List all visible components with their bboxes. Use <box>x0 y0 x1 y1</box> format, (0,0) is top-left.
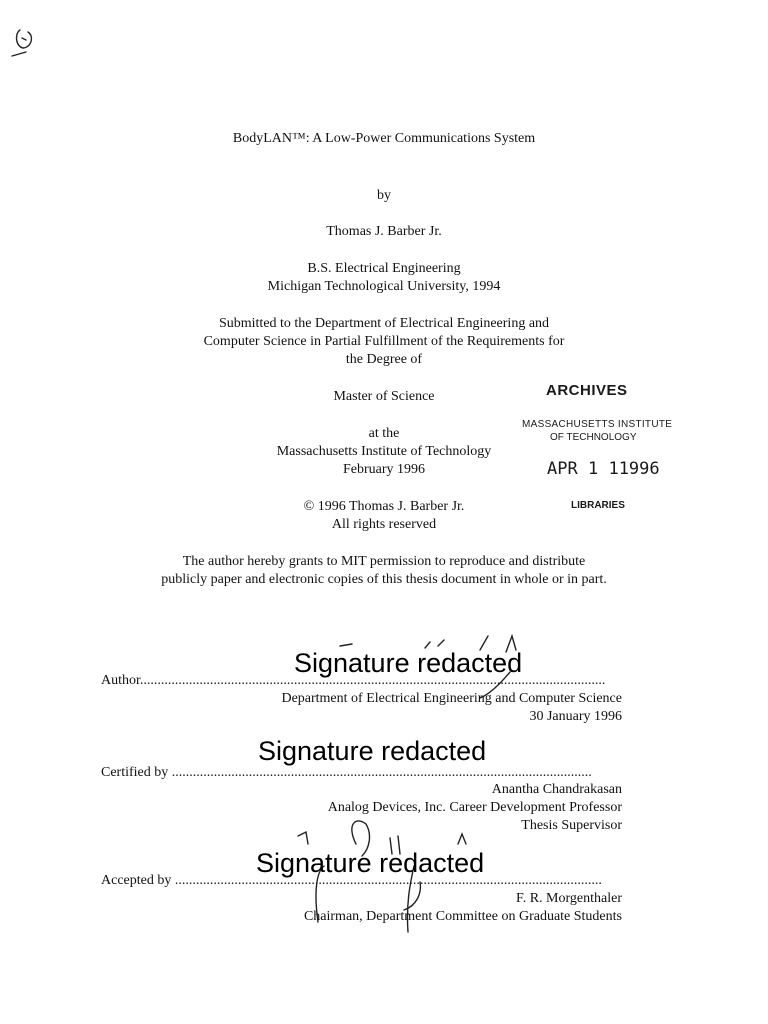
stamp-date-day: 1 1 <box>587 459 619 479</box>
dot-leader: .......................................................................................................................... <box>171 873 602 888</box>
certified-label: Certified by <box>101 765 169 780</box>
dot-leader: ..................................................................................................................................... <box>139 673 606 688</box>
corner-pencil-mark <box>8 18 48 58</box>
submission-line: the Degree of <box>345 352 423 367</box>
submission-line: Computer Science in Partial Fulfillment of the Requirements for <box>203 334 565 349</box>
certifier-title: Analog Devices, Inc. Career Development Professor <box>327 800 622 815</box>
stamp-archives: ARCHIVES <box>546 382 628 399</box>
rights-line: All rights reserved <box>331 517 437 532</box>
thesis-title: BodyLAN™: A Low-Power Communications System <box>232 131 536 146</box>
accepted-label: Accepted by <box>101 873 172 888</box>
grant-line: publicly paper and electronic copies of this thesis document in whole or in part. <box>161 572 607 587</box>
acceptor-name: F. R. Morgenthaler <box>516 891 622 906</box>
certifier-name: Anantha Chandrakasan <box>491 782 622 797</box>
copyright-line: © 1996 Thomas J. Barber Jr. <box>303 499 465 514</box>
at-the: at the <box>368 426 400 441</box>
grant-statement <box>0 553 768 589</box>
stamp-libraries: LIBRARIES <box>571 500 625 511</box>
stamp-date <box>547 459 660 479</box>
submission-statement <box>0 315 768 369</box>
author-name: Thomas J. Barber Jr. <box>326 224 442 239</box>
author-signature-line <box>101 672 621 690</box>
acceptor-details <box>200 890 622 926</box>
certifier-signature-line <box>101 764 621 782</box>
author-signature-redacted: Signature redacted <box>294 648 523 678</box>
institution: Massachusetts Institute of Technology <box>276 444 492 459</box>
by-line: by <box>377 188 391 203</box>
certifier-signature-redacted: Signature redacted <box>258 736 487 766</box>
certifier-role: Thesis Supervisor <box>521 818 622 833</box>
submission-date: February 1996 <box>342 462 426 477</box>
submission-line: Submitted to the Department of Electrical Engineering and <box>218 316 550 331</box>
prior-degree: B.S. Electrical Engineering <box>307 261 461 276</box>
stamp-date-year: 1996 <box>618 459 660 479</box>
dot-leader: ........................................................................................................................ <box>168 765 592 780</box>
stamp-institute-line: OF TECHNOLOGY <box>550 432 637 443</box>
acceptor-title: Chairman, Department Committee on Graduate Students <box>303 909 622 924</box>
library-stamp <box>510 380 680 520</box>
author-details <box>200 690 622 726</box>
acceptor-signature-redacted: Signature redacted <box>256 848 485 878</box>
acceptor-signature-line <box>101 872 621 890</box>
prior-school: Michigan Technological University, 1994 <box>267 279 501 294</box>
stamp-date-month: APR <box>547 459 578 479</box>
stamp-institute-line: MASSACHUSETTS INSTITUTE <box>522 419 673 430</box>
author-label: Author <box>101 673 140 688</box>
grant-line: The author hereby grants to MIT permission to reproduce and distribute <box>182 554 586 569</box>
degree-name: Master of Science <box>333 389 435 404</box>
author-sign-date: 30 January 1996 <box>529 709 622 724</box>
author-department: Department of Electrical Engineering and Computer Science <box>281 691 622 706</box>
